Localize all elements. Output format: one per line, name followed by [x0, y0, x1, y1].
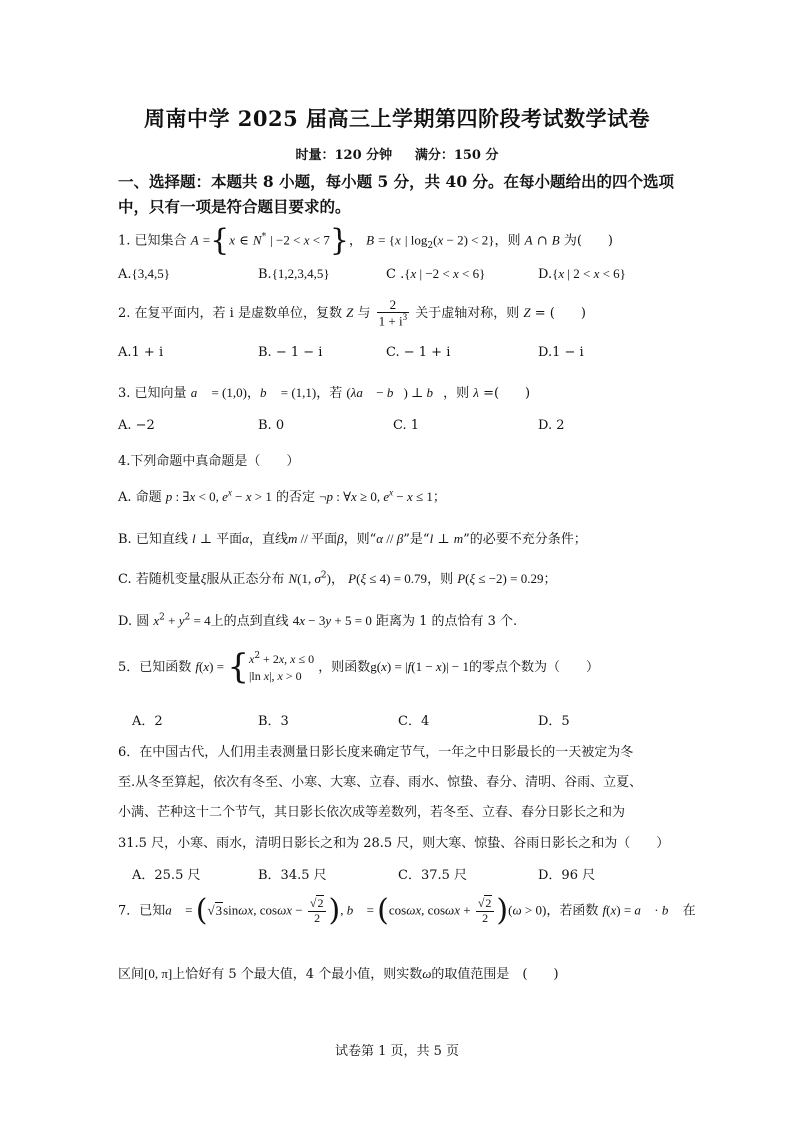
- q5-option-c[interactable]: C．4: [398, 714, 430, 729]
- q5-option-d[interactable]: D．5: [538, 714, 570, 729]
- q4-option-a[interactable]: A. 命题 p : ∃x < 0, $e^x - x > 1$ 的否定 ¬p : ∀x ≥ 0, $e^x - x \le 1$；: [118, 487, 446, 505]
- exam-meta: [0, 144, 794, 163]
- section-heading-line1: 一、选择题：本题共 8 小题，每小题 5 分，共 40 分。在每小题给出的四个选项: [118, 172, 675, 191]
- section-heading-line2: 中，只有一项是符合题目要求的。: [118, 197, 351, 216]
- question-7-line-2: 区间[0, π]上恰好有 5 个最大值，4 个最小值，则实数ω的取值范围是 ( ): [118, 966, 559, 982]
- exam-time: 时量：120 分钟: [295, 148, 393, 163]
- question-6-line-2: 至.从冬至算起，依次有冬至、小寒、大寒、立春、雨水、惊蛰、春分、清明、谷雨、立夏、: [118, 775, 643, 790]
- q1-option-b[interactable]: B.{1,2,3,4,5}: [258, 266, 330, 282]
- q6-option-c[interactable]: C．37.5 尺: [398, 868, 468, 883]
- q2-option-c[interactable]: C. − 1 + i: [386, 345, 451, 360]
- question-7-stem: 7．已知a⃗ = (√3sinωx, cosωx − $\frac{√2}{2}$ ), b⃗ = (cosωx, cosωx + $\frac{√2}{2}$ )(ω > 0)，若函数 f(x) = a⃗ · b⃗ 在: [118, 893, 696, 928]
- q6-option-d[interactable]: D．96 尺: [538, 868, 596, 883]
- question-6-line-1: 6．在中国古代，人们用圭表测量日影长度来确定节气，一年之中日影最长的一天被定为冬: [118, 745, 634, 760]
- question-4-stem: 4.下列命题中真命题是（ ）: [118, 454, 300, 469]
- question-5-stem: 5．已知函数 f(x) = { $x^2 + 2x$, x ≤ 0 |ln x|, x > 0 ，则函数g(x) = |f(1 − x)| − 1的零点个数为（ ）: [118, 647, 599, 688]
- q1-option-a[interactable]: A.{3,4,5}: [118, 266, 171, 282]
- q3-option-b[interactable]: B. 0: [258, 418, 285, 433]
- q3-option-a[interactable]: A. −2: [118, 418, 155, 433]
- q2-option-d[interactable]: D.1 − i: [538, 345, 584, 360]
- q4-option-b[interactable]: B. 已知直线 l ⊥ 平面α，直线m // 平面β，则“α // β”是“l ⊥ m”的必要不充分条件；: [118, 531, 587, 547]
- question-1-stem: 1. 已知集合 A ={x ∈ N* | −2 < x < 7}， B = {x | $\log_2(x - 2) < 2$}，则 A ∩ B 为( ): [118, 223, 614, 258]
- exam-score: 满分：150 分: [414, 148, 499, 163]
- q4-option-c[interactable]: C. 若随机变量ξ服从正态分布 N(1, $\sigma^2$)， P(ξ ≤ 4) = 0.79，则 P(ξ ≤ −2) = 0.29；: [118, 570, 557, 587]
- question-2-stem: 2. 在复平面内，若 i 是虚数单位，复数 Z 与 $\frac{2}{1 + i^3}$ 关于虚轴对称，则 Z = ( ): [118, 297, 586, 329]
- q1-option-d[interactable]: D.{x | 2 < x < 6}: [538, 266, 626, 282]
- q3-option-d[interactable]: D. 2: [538, 418, 565, 433]
- q5-option-a[interactable]: A．2: [132, 714, 163, 729]
- q1-option-c[interactable]: C .{x | −2 < x < 6}: [386, 266, 486, 282]
- q2-option-a[interactable]: A.1 + i: [118, 345, 164, 360]
- q5-option-b[interactable]: B．3: [258, 714, 289, 729]
- page-title: 周南中学 2025 届高三上学期第四阶段考试数学试卷: [143, 106, 651, 131]
- page-footer: 试卷第 1 页，共 5 页: [334, 1044, 460, 1059]
- q3-option-c[interactable]: C. 1: [393, 418, 420, 433]
- q2-option-b[interactable]: B. − 1 − i: [258, 345, 323, 360]
- question-6-line-3: 小满、芒种这十二个节气，其日影长依次成等差数列，若冬至、立春、春分日影长之和为: [118, 805, 626, 820]
- q4-option-d[interactable]: D. 圆 $x^2 + y^2 = 4$上的点到直线 4x − 3y + 5 = 0 距离为 1 的点恰有 3 个.: [118, 612, 518, 629]
- question-3-stem: 3. 已知向量 a⃗ = (1,0)，b⃗ = (1,1)，若 (λa⃗ − b⃗) ⊥ b⃗，则 λ =( ): [118, 385, 531, 401]
- question-6-line-4: 31.5 尺，小寒、雨水，清明日影长之和为 28.5 尺，则大寒、惊蛰、谷雨日影长之和为（ ）: [118, 836, 670, 851]
- q6-option-b[interactable]: B．34.5 尺: [258, 868, 327, 883]
- q6-option-a[interactable]: A．25.5 尺: [132, 868, 201, 883]
